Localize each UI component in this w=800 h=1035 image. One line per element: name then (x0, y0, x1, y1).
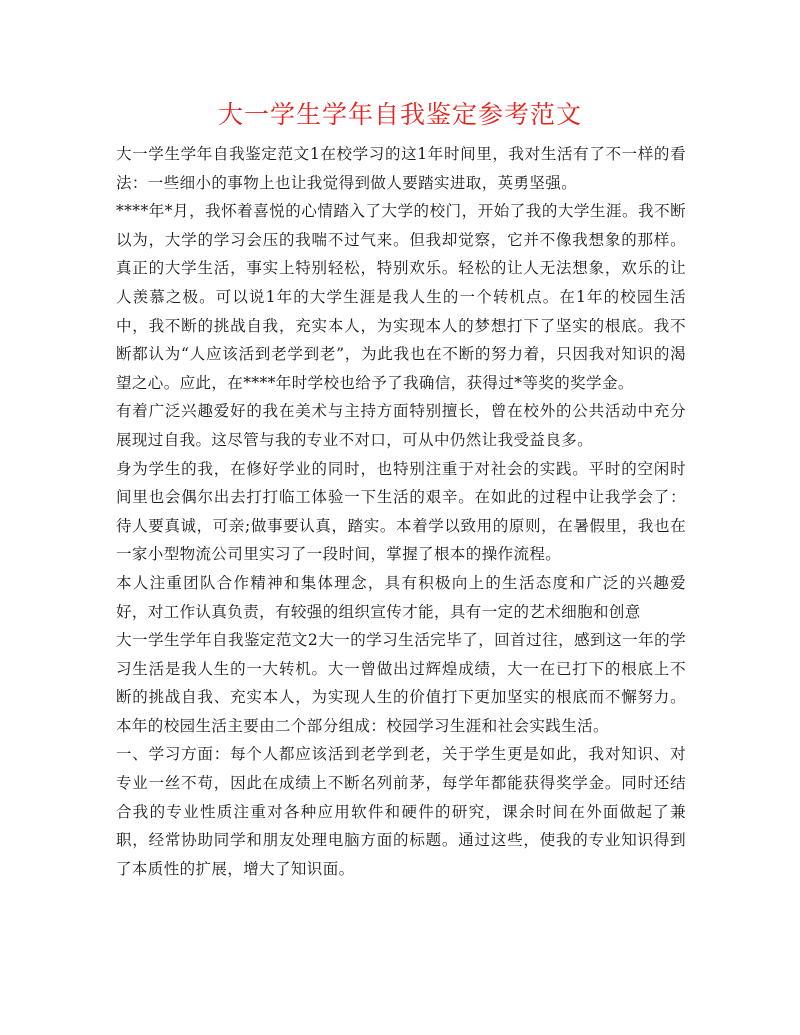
paragraph: 有着广泛兴趣爱好的我在美术与主持方面特别擅长，曾在校外的公共活动中充分展现过自我。这尽管与我的专业不对口，可从中仍然让我受益良多。 (116, 402, 686, 449)
document-body (116, 140, 686, 883)
paragraph: 大一学生学年自我鉴定范文2大一的学习生活完毕了，回首过往，感到这一年的学习生活是我人生的一大转机。大一曾做出过辉煌成绩，大一在已打下的根底上不断的挑战自我、充实本人，为实现人生的价值打下更加坚实的根底而不懈努力。本年的校园生活主要由二个部分组成：校园学习生涯和社会实践生活。 (116, 631, 686, 735)
paragraph: 身为学生的我，在修好学业的同时，也特别注重于对社会的实践。平时的空闲时间里也会偶尔出去打打临工体验一下生活的艰辛。在如此的过程中让我学会了：待人要真诚，可亲;做事要认真，踏实。本着学以致用的原则，在暑假里，我也在一家小型物流公司里实习了一段时间，掌握了根本的操作流程。 (116, 459, 686, 564)
document-title: 大一学生学年自我鉴定参考范文 (217, 100, 582, 129)
paragraph: 本人注重团队合作精神和集体理念，具有积极向上的生活态度和广泛的兴趣爱好，对工作认真负责，有较强的组织宣传才能，具有一定的艺术细胞和创意 (116, 573, 686, 621)
paragraph: 一、学习方面：每个人都应该活到老学到老，关于学生更是如此，我对知识、对专业一丝不苟，因此在成绩上不断名列前茅，每学年都能获得奖学金。同时还结合我的专业性质注重对各种应用软件和硬件的研究，课余时间在外面做起了兼职，经常协助同学和朋友处理电脑方面的标题。通过这些，使我的专业知识得到了本质性的扩展，增大了知识面。 (116, 745, 686, 878)
paragraph: ****年*月，我怀着喜悦的心情踏入了大学的校门，开始了我的大学生涯。我不断以为，大学的学习会压的我喘不过气来。但我却觉察，它并不像我想象的那样。真正的大学生活，事实上特别轻松，特别欢乐。轻松的让人无法想象，欢乐的让人羡慕之极。可以说1年的大学生涯是我人生的一个转机点。在1年的校园生活中，我不断的挑战自我，充实本人，为实现本人的梦想打下了坚实的根底。我不断都认为“人应该活到老学到老”，为此我也在不断的努力着，只因我对知识的渴望之心。应此，在****年时学校也给予了我确信，获得过*等奖的奖学金。 (116, 202, 686, 392)
paragraph: 大一学生学年自我鉴定范文1在校学习的这1年时间里，我对生活有了不一样的看法：一些细小的事物上也让我觉得到做人要踏实进取，英勇坚强。 (116, 145, 686, 192)
